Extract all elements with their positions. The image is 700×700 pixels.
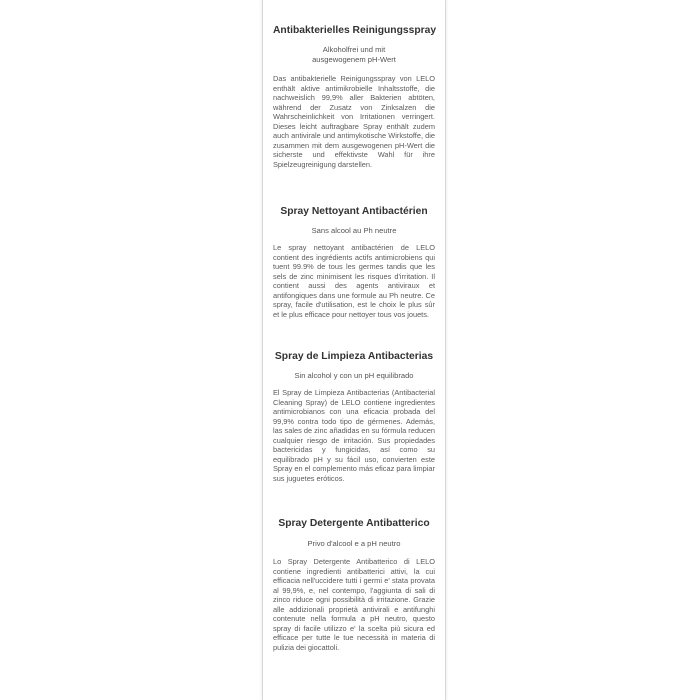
section-subtitle: Sin alcohol y con un pH equilibrado: [294, 371, 414, 380]
section-heading: Spray Nettoyant Antibactérien: [280, 206, 428, 217]
section-body: Lo Spray Detergente Antibatterico di LELO contiene ingredienti antibatterici attivi, la cui efficacia nell'uccidere tutti i germi e' stata provata al 99,9%, e, nel contempo, l'aggiunta di sali di zinco riduce ogni possibilità di irritazione. Grazie alle addizionali proprietà antivirali e antifunghi contenute nella formula a pH neutro, questo spray di facile utilizzo e' la scelta più sicura ed efficace per tutte le tue necessità in materia di pulizia dei giocattoli.: [273, 557, 435, 652]
section-italian: [273, 517, 435, 652]
section-subtitle: Privo d'alcool e a pH neutro: [307, 539, 401, 548]
section-body: Le spray nettoyant antibactérien de LELO contient des ingrédients actifs antimicrobiens qui tuent 99.9% de tous les germes tandis que les sels de zinc minimisent les risques d'irritation. Il contient aussi des agents antiviraux et antifongiques dans une formule au Ph neutre. Ce spray, facile d'utilisation, est le choix le plus sûr et le plus efficace pour nettoyer tous vos jouets.: [273, 243, 435, 319]
section-subtitle: Sans alcool au Ph neutre: [311, 226, 397, 235]
section-subtitle: Alkoholfrei und mit ausgewogenem pH-Wert: [312, 45, 396, 64]
section-body: El Spray de Limpieza Antibacterias (Antibacterial Cleaning Spray) de LELO contiene ingredientes antimicrobianos con una eficacia probada del 99,9% contra todo tipo de gérmenes. Además, las sales de zinc añadidas en su fórmula reducen cualquier riesgo de irritación. Sus propiedades bactericidas y fungicidas, así como su equilibrado pH y su fácil uso, convierten este Spray en el complemento más eficaz para limpiar sus juguetes eróticos.: [273, 388, 435, 483]
section-heading: Spray de Limpieza Antibacterias: [274, 351, 434, 362]
product-leaflet: [262, 0, 446, 700]
section-body: Das antibakterielle Reinigungsspray von LELO enthält aktive antimikrobielle Inhaltsstoffe, die nachweislich 99,9% aller Bakterien abtöten, während der Zusatz von Zinksalzen die Wahrscheinlichkeit von Irritationen verringert. Dieses leicht auftragbare Spray enthält zudem auch antivirale und antimykotische Wirkstoffe, die zusammen mit dem ausgewogenen pH-Wert die sicherste und effektivste Wahl für ihre Spielzeugreinigung darstellen.: [273, 74, 435, 169]
section-spanish: [273, 350, 435, 483]
section-heading: Antibakterielles Reinigungsspray: [273, 25, 437, 36]
section-heading: Spray Detergente Antibatterico: [278, 518, 430, 529]
section-french: [273, 205, 435, 319]
section-german: [273, 24, 435, 169]
